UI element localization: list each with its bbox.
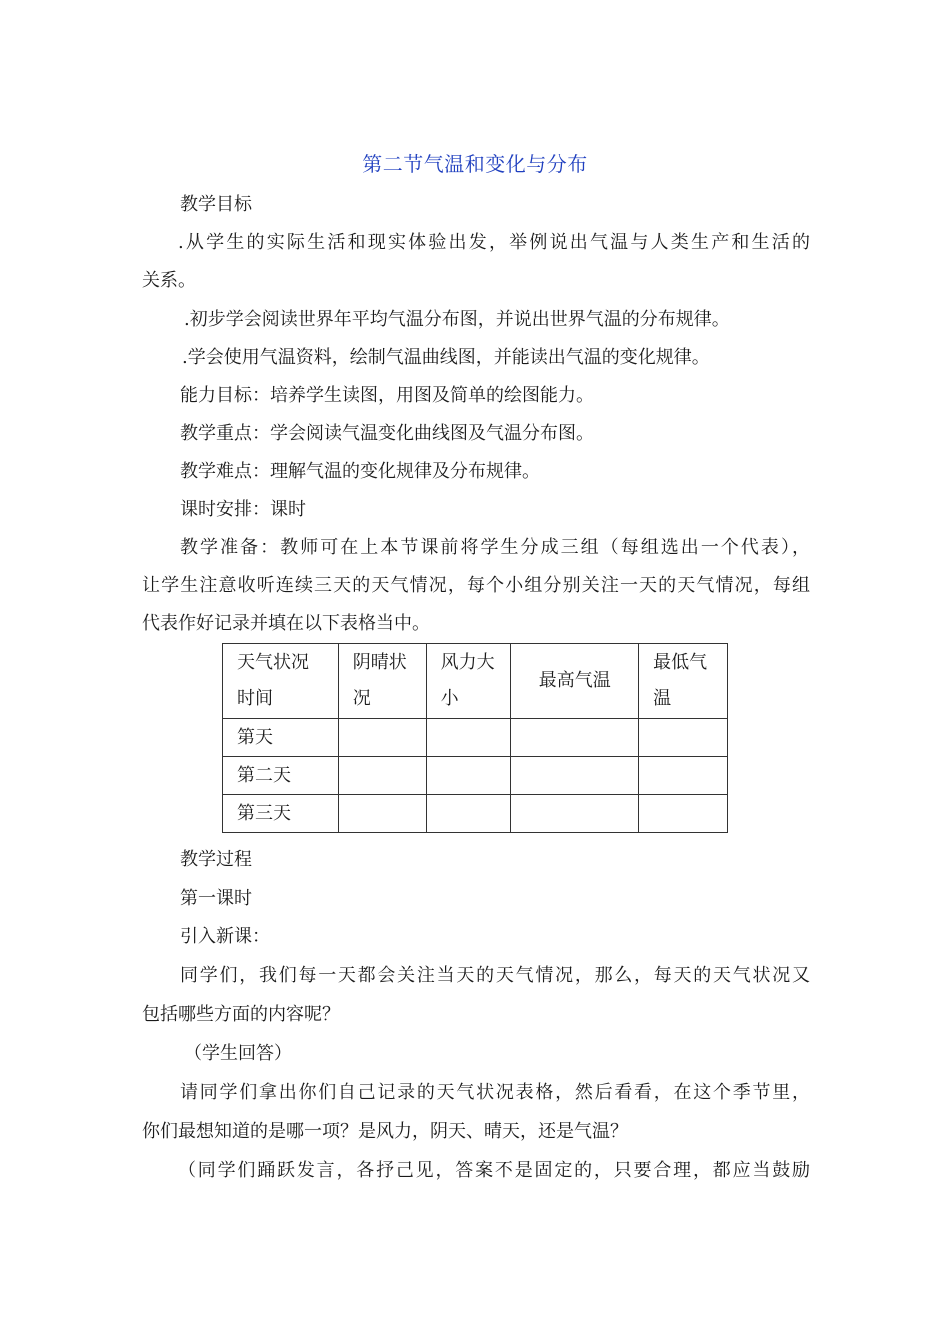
table-cell — [639, 757, 728, 795]
header-wind: 风力大 小 — [426, 644, 511, 719]
table-header-row — [223, 644, 728, 719]
row-label: 第三天 — [223, 795, 339, 833]
table-cell — [426, 757, 511, 795]
table-cell — [511, 795, 639, 833]
objective-1-line-1: .从学生的实际生活和现实体验出发，举例说出气温与人类生产和生活的 — [178, 232, 810, 253]
table-cell — [338, 719, 426, 757]
objective-3: .学会使用气温资料，绘制气温曲线图，并能读出气温的变化规律。 — [182, 347, 710, 368]
table-cell — [426, 795, 511, 833]
paragraph-1-line-2: 包括哪些方面的内容呢？ — [142, 1004, 340, 1025]
header-sky: 阴晴状 况 — [338, 644, 426, 719]
paragraph-3-line-1: （同学们踊跃发言，各抒己见，答案不是固定的，只要合理，都应当鼓励 — [178, 1160, 810, 1181]
paragraph-2-line-2: 你们最想知道的是哪一项？是风力，阴天、晴天，还是气温？ — [142, 1121, 628, 1142]
process-heading: 教学过程 — [180, 849, 252, 870]
preparation-line-3: 代表作好记录并填在以下表格当中。 — [142, 613, 430, 634]
table-row — [223, 757, 728, 795]
table-cell — [511, 757, 639, 795]
table-cell — [639, 795, 728, 833]
preparation-line-1: 教学准备：教师可在上本节课前将学生分成三组（每组选出一个代表）， — [180, 537, 810, 558]
table-cell — [338, 795, 426, 833]
intro-heading: 引入新课： — [180, 926, 270, 947]
table-cell — [639, 719, 728, 757]
paragraph-2-line-1: 请同学们拿出你们自己记录的天气状况表格，然后看看，在这个季节里， — [180, 1082, 810, 1103]
lesson-one-heading: 第一课时 — [180, 888, 252, 909]
weather-record-table — [222, 643, 728, 833]
row-label: 第天 — [223, 719, 339, 757]
preparation-line-2: 让学生注意收听连续三天的天气情况，每个小组分别关注一天的天气情况，每组 — [142, 575, 810, 596]
table-row — [223, 719, 728, 757]
header-min-temp: 最低气 温 — [639, 644, 728, 719]
student-answer: （学生回答） — [184, 1043, 292, 1064]
row-label: 第二天 — [223, 757, 339, 795]
table-row — [223, 795, 728, 833]
header-weather-time: 天气状况 时间 — [223, 644, 339, 719]
objectives-heading: 教学目标 — [180, 194, 252, 215]
objective-1-line-2: 关系。 — [142, 270, 196, 291]
difficulty: 教学难点：理解气温的变化规律及分布规律。 — [180, 461, 540, 482]
schedule: 课时安排：课时 — [180, 499, 306, 520]
header-max-temp: 最高气温 — [511, 644, 639, 719]
page-title: 第二节气温和变化与分布 — [362, 152, 588, 176]
table-cell — [338, 757, 426, 795]
table-cell — [426, 719, 511, 757]
objective-2: .初步学会阅读世界年平均气温分布图，并说出世界气温的分布规律。 — [184, 309, 730, 330]
key-point: 教学重点：学会阅读气温变化曲线图及气温分布图。 — [180, 423, 594, 444]
table-cell — [511, 719, 639, 757]
paragraph-1-line-1: 同学们，我们每一天都会关注当天的天气情况，那么，每天的天气状况又 — [180, 965, 810, 986]
ability-goal: 能力目标：培养学生读图，用图及简单的绘图能力。 — [180, 385, 594, 406]
